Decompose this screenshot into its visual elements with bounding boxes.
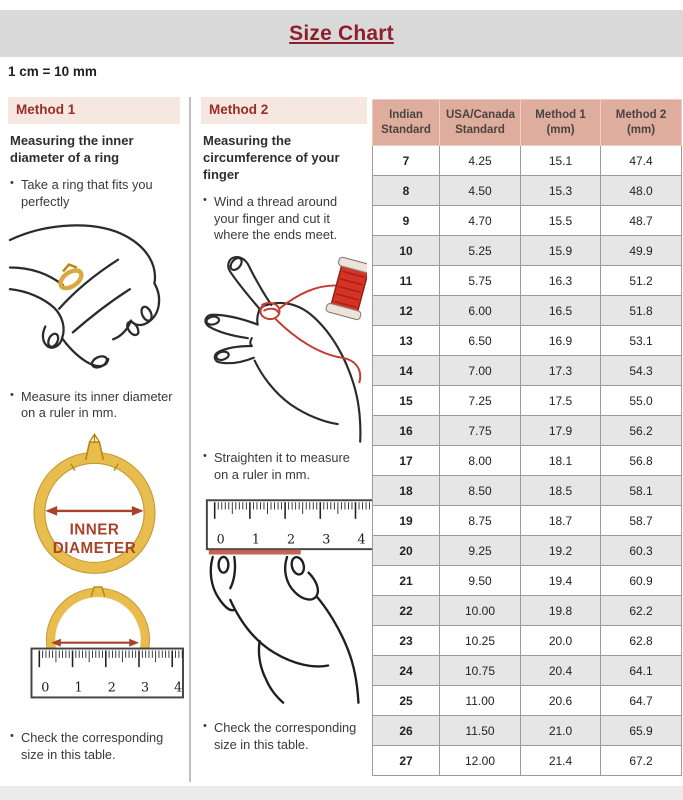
indian-size-cell: 16 bbox=[373, 416, 440, 446]
size-value-cell: 67.2 bbox=[601, 746, 682, 776]
table-header-row bbox=[373, 100, 682, 146]
size-value-cell: 18.5 bbox=[521, 476, 601, 506]
size-value-cell: 5.75 bbox=[440, 266, 521, 296]
inner-diameter-label-line1: INNER bbox=[69, 521, 120, 539]
size-value-cell: 10.25 bbox=[440, 626, 521, 656]
hand-outline bbox=[10, 225, 159, 369]
ruler-number: 0 bbox=[216, 531, 225, 547]
size-value-cell: 12.00 bbox=[440, 746, 521, 776]
ruler-icon bbox=[207, 500, 373, 549]
indian-size-cell: 10 bbox=[373, 236, 440, 266]
size-value-cell: 6.50 bbox=[440, 326, 521, 356]
size-value-cell: 56.2 bbox=[601, 416, 682, 446]
size-value-cell: 8.75 bbox=[440, 506, 521, 536]
method2-header: Method 2 bbox=[201, 97, 367, 124]
size-value-cell: 15.3 bbox=[521, 176, 601, 206]
indian-size-cell: 11 bbox=[373, 266, 440, 296]
size-value-cell: 7.00 bbox=[440, 356, 521, 386]
size-value-cell: 20.6 bbox=[521, 686, 601, 716]
size-value-cell: 17.9 bbox=[521, 416, 601, 446]
table-row bbox=[373, 356, 682, 386]
size-value-cell: 54.3 bbox=[601, 356, 682, 386]
size-value-cell: 62.8 bbox=[601, 626, 682, 656]
ruler-number: 3 bbox=[140, 679, 150, 695]
ring-inner-diameter-illustration bbox=[8, 426, 180, 584]
size-value-cell: 49.9 bbox=[601, 236, 682, 266]
indian-size-cell: 9 bbox=[373, 206, 440, 236]
ruler-number: 1 bbox=[74, 679, 83, 695]
method1-step2: • Measure its inner diameter on a ruler in mm. bbox=[10, 389, 178, 423]
table-row bbox=[373, 206, 682, 236]
page-title: Size Chart bbox=[289, 21, 394, 45]
table-row bbox=[373, 476, 682, 506]
method1-subheading: Measuring the inner diameter of a ring bbox=[10, 133, 134, 165]
inner-diameter-label-line2: DIAMETER bbox=[52, 540, 137, 558]
size-value-cell: 11.50 bbox=[440, 716, 521, 746]
method2-step2: • Straighten it to measure on a ruler in mm. bbox=[203, 450, 365, 484]
size-value-cell: 65.9 bbox=[601, 716, 682, 746]
indian-size-cell: 7 bbox=[373, 146, 440, 176]
table-row bbox=[373, 536, 682, 566]
size-value-cell: 19.4 bbox=[521, 566, 601, 596]
size-value-cell: 9.50 bbox=[440, 566, 521, 596]
size-value-cell: 15.5 bbox=[521, 206, 601, 236]
size-value-cell: 8.00 bbox=[440, 446, 521, 476]
size-value-cell: 18.7 bbox=[521, 506, 601, 536]
method1-step3: • Check the corresponding size in this table. bbox=[10, 730, 178, 764]
size-value-cell: 60.9 bbox=[601, 566, 682, 596]
size-value-cell: 10.00 bbox=[440, 596, 521, 626]
size-value-cell: 20.4 bbox=[521, 656, 601, 686]
size-value-cell: 21.0 bbox=[521, 716, 601, 746]
indian-size-cell: 15 bbox=[373, 386, 440, 416]
header-usa-canada-standard: USA/Canada Standard bbox=[440, 100, 521, 146]
method1-column bbox=[8, 97, 183, 764]
table-row bbox=[373, 326, 682, 356]
method1-step1: • Take a ring that fits you perfectly bbox=[10, 177, 178, 211]
table-row bbox=[373, 416, 682, 446]
size-value-cell: 15.1 bbox=[521, 146, 601, 176]
scale-note: 1 cm = 10 mm bbox=[8, 64, 97, 79]
ruler-number: 3 bbox=[322, 531, 331, 547]
indian-size-cell: 22 bbox=[373, 596, 440, 626]
size-value-cell: 4.50 bbox=[440, 176, 521, 206]
hand-outline bbox=[211, 556, 359, 703]
indian-size-cell: 14 bbox=[373, 356, 440, 386]
table-row bbox=[373, 506, 682, 536]
size-value-cell: 62.2 bbox=[601, 596, 682, 626]
size-value-cell: 10.75 bbox=[440, 656, 521, 686]
ruler-icon bbox=[31, 649, 184, 698]
ruler-number: 4 bbox=[174, 679, 183, 695]
size-value-cell: 20.0 bbox=[521, 626, 601, 656]
table-row bbox=[373, 626, 682, 656]
size-value-cell: 21.4 bbox=[521, 746, 601, 776]
size-value-cell: 19.2 bbox=[521, 536, 601, 566]
table-row bbox=[373, 746, 682, 776]
indian-size-cell: 18 bbox=[373, 476, 440, 506]
table-row bbox=[373, 596, 682, 626]
size-value-cell: 9.25 bbox=[440, 536, 521, 566]
indian-size-cell: 24 bbox=[373, 656, 440, 686]
size-value-cell: 7.75 bbox=[440, 416, 521, 446]
size-value-cell: 58.7 bbox=[601, 506, 682, 536]
header-indian-standard: Indian Standard bbox=[373, 100, 440, 146]
size-value-cell: 53.1 bbox=[601, 326, 682, 356]
size-value-cell: 5.25 bbox=[440, 236, 521, 266]
size-value-cell: 4.25 bbox=[440, 146, 521, 176]
size-value-cell: 18.1 bbox=[521, 446, 601, 476]
indian-size-cell: 17 bbox=[373, 446, 440, 476]
header-method2-mm: Method 2 (mm) bbox=[601, 100, 682, 146]
indian-size-cell: 20 bbox=[373, 536, 440, 566]
footer-strip bbox=[0, 786, 683, 800]
ruler-number: 1 bbox=[251, 531, 260, 547]
ruler-number: 2 bbox=[287, 531, 296, 547]
indian-size-cell: 8 bbox=[373, 176, 440, 206]
indian-size-cell: 13 bbox=[373, 326, 440, 356]
table-row bbox=[373, 446, 682, 476]
ruler-number: 4 bbox=[357, 531, 366, 547]
thread-spool-icon bbox=[325, 257, 367, 321]
size-value-cell: 58.1 bbox=[601, 476, 682, 506]
size-value-cell: 6.00 bbox=[440, 296, 521, 326]
indian-size-cell: 12 bbox=[373, 296, 440, 326]
indian-size-cell: 21 bbox=[373, 566, 440, 596]
column-divider bbox=[189, 97, 191, 782]
indian-size-cell: 26 bbox=[373, 716, 440, 746]
table-row bbox=[373, 686, 682, 716]
size-value-cell: 51.2 bbox=[601, 266, 682, 296]
size-value-cell: 47.4 bbox=[601, 146, 682, 176]
size-value-cell: 51.8 bbox=[601, 296, 682, 326]
indian-size-cell: 27 bbox=[373, 746, 440, 776]
size-value-cell: 64.7 bbox=[601, 686, 682, 716]
size-value-cell: 64.1 bbox=[601, 656, 682, 686]
size-value-cell: 16.3 bbox=[521, 266, 601, 296]
size-value-cell: 16.5 bbox=[521, 296, 601, 326]
size-table-body bbox=[373, 146, 682, 776]
table-row bbox=[373, 716, 682, 746]
size-value-cell: 48.0 bbox=[601, 176, 682, 206]
table-row bbox=[373, 386, 682, 416]
table-row bbox=[373, 266, 682, 296]
table-row bbox=[373, 146, 682, 176]
method2-step3: • Check the corresponding size in this table. bbox=[203, 720, 365, 754]
size-value-cell: 16.9 bbox=[521, 326, 601, 356]
thread-on-ruler-illustration bbox=[201, 492, 377, 708]
table-row bbox=[373, 296, 682, 326]
inner-diameter-arrow bbox=[45, 506, 143, 516]
ruler-number: 0 bbox=[41, 679, 50, 695]
table-row bbox=[373, 176, 682, 206]
size-value-cell: 56.8 bbox=[601, 446, 682, 476]
method2-column bbox=[201, 97, 367, 754]
size-value-cell: 11.00 bbox=[440, 686, 521, 716]
size-value-cell: 48.7 bbox=[601, 206, 682, 236]
table-row bbox=[373, 236, 682, 266]
size-value-cell: 17.3 bbox=[521, 356, 601, 386]
hand-with-ring-illustration bbox=[8, 217, 180, 379]
indian-size-cell: 23 bbox=[373, 626, 440, 656]
table-row bbox=[373, 656, 682, 686]
size-value-cell: 4.70 bbox=[440, 206, 521, 236]
hand-with-thread-illustration bbox=[201, 248, 367, 444]
method1-header: Method 1 bbox=[8, 97, 180, 124]
size-value-cell: 17.5 bbox=[521, 386, 601, 416]
ruler-number: 2 bbox=[107, 679, 116, 695]
size-value-cell: 8.50 bbox=[440, 476, 521, 506]
indian-size-cell: 19 bbox=[373, 506, 440, 536]
size-value-cell: 55.0 bbox=[601, 386, 682, 416]
size-value-cell: 60.3 bbox=[601, 536, 682, 566]
indian-size-cell: 25 bbox=[373, 686, 440, 716]
header-method1-mm: Method 1 (mm) bbox=[521, 100, 601, 146]
table-row bbox=[373, 566, 682, 596]
method2-step1: • Wind a thread around your finger and cut it where the ends meet. bbox=[203, 194, 365, 245]
inner-diameter-arrow bbox=[51, 639, 139, 647]
title-bar bbox=[0, 10, 683, 57]
size-conversion-table bbox=[372, 99, 682, 776]
size-value-cell: 19.8 bbox=[521, 596, 601, 626]
size-value-cell: 15.9 bbox=[521, 236, 601, 266]
size-value-cell: 7.25 bbox=[440, 386, 521, 416]
ring-on-ruler-illustration bbox=[8, 586, 184, 716]
method2-subheading: Measuring the circumference of your finger bbox=[203, 133, 340, 182]
